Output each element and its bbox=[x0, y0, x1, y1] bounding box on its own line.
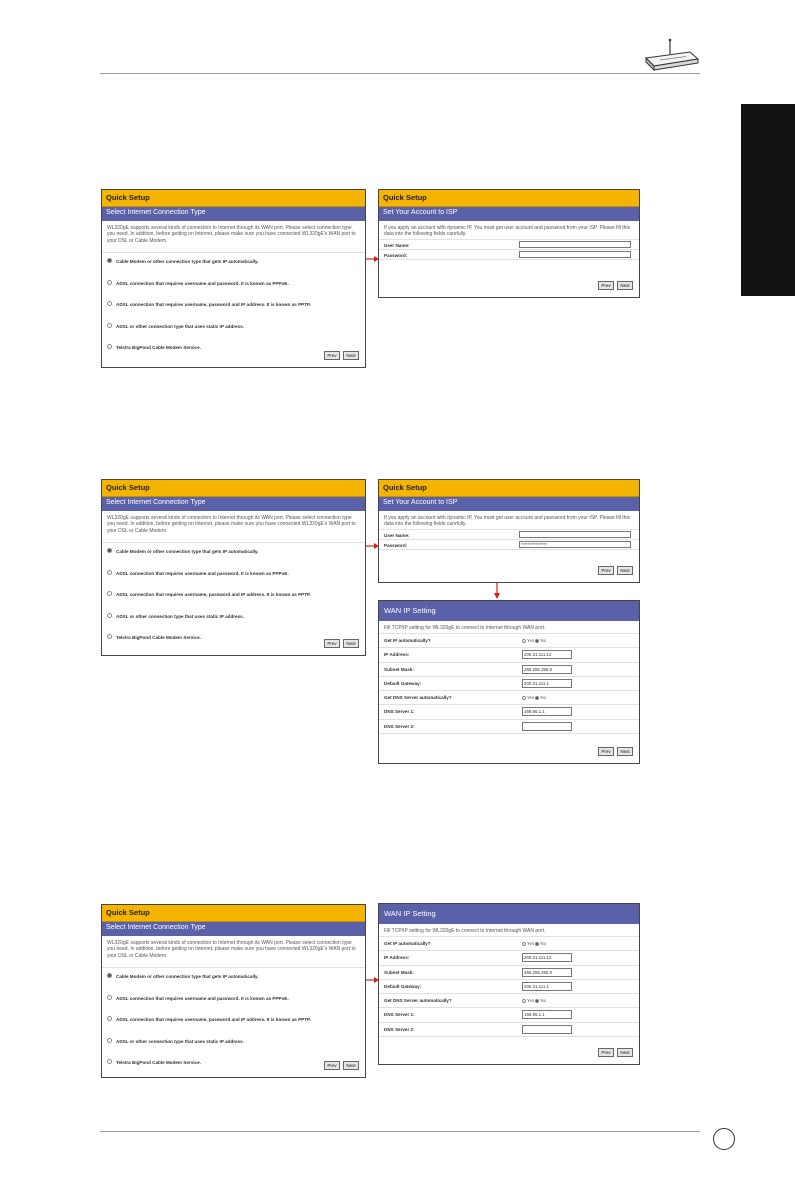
option-static-ip[interactable]: ADSL or other connection type that uses static IP address. bbox=[102, 1033, 365, 1055]
radio-icon[interactable] bbox=[107, 634, 112, 639]
option-pppoe[interactable]: ADSL connection that requires username and password. It is known as PPPoE. bbox=[102, 990, 365, 1012]
mask-field[interactable]: 255.255.255.0 bbox=[522, 665, 572, 674]
next-button[interactable]: Next bbox=[343, 1061, 359, 1070]
gateway-field[interactable]: 200.31.111.1 bbox=[522, 679, 572, 688]
option-cable-modem[interactable]: Cable Modem or other connection type that gets IP automatically. bbox=[102, 543, 365, 565]
option-bigpond[interactable]: Telstra BigPond Cable Modem Service. bbox=[102, 339, 365, 361]
ip-field[interactable]: 200.31.111.12 bbox=[522, 953, 572, 962]
next-button[interactable]: Next bbox=[343, 639, 359, 648]
isp-account-panel-1 bbox=[378, 189, 640, 298]
prev-button[interactable]: Prev bbox=[324, 639, 340, 648]
panel-subtitle: Set Your Account to ISP bbox=[379, 207, 639, 221]
footer-rule bbox=[100, 1131, 700, 1132]
radio-no-icon[interactable] bbox=[535, 999, 539, 1003]
username-field[interactable] bbox=[519, 241, 631, 248]
next-button[interactable]: Next bbox=[343, 351, 359, 360]
password-field[interactable]: **************** bbox=[519, 541, 631, 548]
wan-ip-panel-1 bbox=[378, 600, 640, 764]
option-cable-modem[interactable]: Cable Modem or other connection type that gets IP automatically. bbox=[102, 253, 365, 275]
prev-button[interactable]: Prev bbox=[324, 1061, 340, 1070]
password-row: Password: **************** bbox=[379, 540, 639, 550]
nav-buttons bbox=[595, 1041, 633, 1059]
router-icon bbox=[640, 38, 700, 72]
quick-setup-bar: Quick Setup bbox=[379, 190, 639, 207]
dns1-field[interactable]: 168.95.1.1 bbox=[522, 1010, 572, 1019]
panel-description: WL320gE supports several kinds of connection to Internet through its WAN port. Please select connection type you need. In addition, before getting on Internet, please make sure you have connected WL320gE's WAN port to your DSL or Cable Modem. bbox=[102, 221, 365, 253]
radio-no-icon[interactable] bbox=[535, 942, 539, 946]
radio-yes-icon[interactable] bbox=[522, 696, 526, 700]
option-bigpond[interactable]: Telstra BigPond Cable Modem Service. bbox=[102, 1054, 365, 1076]
get-ip-row: Get IP automatically? Yes No bbox=[379, 634, 639, 648]
gateway-row: Default Gateway: 200.31.111.1 bbox=[379, 677, 639, 691]
radio-icon[interactable] bbox=[107, 548, 112, 553]
yes-no-radio[interactable]: Yes No bbox=[522, 695, 546, 700]
panel-subtitle: Set Your Account to ISP bbox=[379, 497, 639, 511]
next-button[interactable]: Next bbox=[617, 1048, 633, 1057]
next-button[interactable]: Next bbox=[617, 281, 633, 290]
option-pppoe[interactable]: ADSL connection that requires username and password. It is known as PPPoE. bbox=[102, 565, 365, 587]
nav-buttons bbox=[321, 344, 359, 362]
radio-no-icon[interactable] bbox=[535, 639, 539, 643]
radio-icon[interactable] bbox=[107, 973, 112, 978]
panel-subtitle: Select Internet Connection Type bbox=[102, 922, 365, 936]
ip-row: IP Address: 200.31.111.12 bbox=[379, 951, 639, 965]
username-row: User Name: bbox=[379, 240, 639, 250]
dns-auto-row: Get DNS Server automatically? Yes No bbox=[379, 691, 639, 705]
dns2-row: DNS Server 2: bbox=[379, 1023, 639, 1037]
panel-description: Fill TCP/IP setting for WL320gE to connect to Internet through WAN port. bbox=[379, 924, 639, 937]
panel-description: Fill TCP/IP setting for WL320gE to connect to Internet through WAN port. bbox=[379, 621, 639, 634]
quick-setup-bar: Quick Setup bbox=[102, 190, 365, 207]
prev-button[interactable]: Prev bbox=[598, 747, 614, 756]
nav-buttons bbox=[595, 559, 633, 577]
radio-icon[interactable] bbox=[107, 344, 112, 349]
username-row: User Name: bbox=[379, 530, 639, 540]
nav-buttons bbox=[595, 740, 633, 758]
radio-yes-icon[interactable] bbox=[522, 999, 526, 1003]
option-pptp[interactable]: ADSL connection that requires username, password and IP address. It is known as PPTP. bbox=[102, 296, 365, 318]
option-cable-modem[interactable]: Cable Modem or other connection type that gets IP automatically. bbox=[102, 968, 365, 990]
username-field[interactable] bbox=[519, 531, 631, 538]
next-button[interactable]: Next bbox=[617, 566, 633, 575]
radio-icon[interactable] bbox=[107, 301, 112, 306]
panel-description: If you apply an account with dynamic IP, You must get user account and password from your ISP. Please fill this data into the following fields carefully. bbox=[379, 221, 639, 240]
radio-icon[interactable] bbox=[107, 1059, 112, 1064]
option-pptp[interactable]: ADSL connection that requires username, password and IP address. It is known as PPTP. bbox=[102, 1011, 365, 1033]
yes-no-radio[interactable]: Yes No bbox=[522, 998, 546, 1003]
dns-auto-row: Get DNS Server automatically? Yes No bbox=[379, 994, 639, 1008]
next-button[interactable]: Next bbox=[617, 747, 633, 756]
nav-buttons bbox=[321, 632, 359, 650]
quick-setup-bar: Quick Setup bbox=[102, 905, 365, 922]
mask-field[interactable]: 255.255.255.0 bbox=[522, 968, 572, 977]
radio-yes-icon[interactable] bbox=[522, 639, 526, 643]
nav-buttons bbox=[595, 274, 633, 292]
mask-row: Subnet Mask: 255.255.255.0 bbox=[379, 966, 639, 980]
prev-button[interactable]: Prev bbox=[598, 281, 614, 290]
panel-title: WAN IP Setting bbox=[379, 601, 639, 621]
radio-icon[interactable] bbox=[107, 995, 112, 1000]
page-number-badge bbox=[713, 1128, 735, 1150]
dns2-row: DNS Server 2: bbox=[379, 720, 639, 734]
password-row: Password: bbox=[379, 250, 639, 260]
password-field[interactable] bbox=[519, 251, 631, 258]
get-ip-row: Get IP automatically? Yes No bbox=[379, 937, 639, 951]
option-pptp[interactable]: ADSL connection that requires username, password and IP address. It is known as PPTP. bbox=[102, 586, 365, 608]
radio-icon[interactable] bbox=[107, 1038, 112, 1043]
isp-account-panel-2 bbox=[378, 479, 640, 583]
radio-icon[interactable] bbox=[107, 258, 112, 263]
panel-description: WL320gE supports several kinds of connection to Internet through its WAN port. Please select connection type you need. In addition, before getting on Internet, please make sure you have connected WL320gE's WAN port to your DSL or Cable Modem. bbox=[102, 511, 365, 543]
quick-setup-bar: Quick Setup bbox=[379, 480, 639, 497]
dns1-row: DNS Server 1: 168.95.1.1 bbox=[379, 1008, 639, 1022]
quick-setup-panel-3 bbox=[101, 904, 366, 1078]
radio-icon[interactable] bbox=[107, 570, 112, 575]
panel-subtitle: Select Internet Connection Type bbox=[102, 207, 365, 221]
option-static-ip[interactable]: ADSL or other connection type that uses static IP address. bbox=[102, 318, 365, 340]
radio-icon[interactable] bbox=[107, 280, 112, 285]
radio-icon[interactable] bbox=[107, 323, 112, 328]
dns2-field[interactable] bbox=[522, 1025, 572, 1034]
header-rule bbox=[100, 73, 700, 74]
panel-title: WAN IP Setting bbox=[379, 904, 639, 924]
gateway-row: Default Gateway: 200.31.111.1 bbox=[379, 980, 639, 994]
gateway-field[interactable]: 200.31.111.1 bbox=[522, 982, 572, 991]
dns2-field[interactable] bbox=[522, 722, 572, 731]
radio-yes-icon[interactable] bbox=[522, 942, 526, 946]
yes-no-radio[interactable]: Yes No bbox=[522, 638, 546, 643]
radio-icon[interactable] bbox=[107, 591, 112, 596]
panel-description: WL320gE supports several kinds of connection to Internet through its WAN port. Please select connection type you need. In addition, before getting on Internet, please make sure you have connected WL320gE's WAN port to your DSL or Cable Modem. bbox=[102, 936, 365, 968]
prev-button[interactable]: Prev bbox=[598, 566, 614, 575]
mask-row: Subnet Mask: 255.255.255.0 bbox=[379, 663, 639, 677]
quick-setup-panel-2 bbox=[101, 479, 366, 656]
radio-no-icon[interactable] bbox=[535, 696, 539, 700]
prev-button[interactable]: Prev bbox=[324, 351, 340, 360]
dns1-field[interactable]: 168.95.1.1 bbox=[522, 707, 572, 716]
dns1-row: DNS Server 1: 168.95.1.1 bbox=[379, 705, 639, 719]
nav-buttons bbox=[321, 1054, 359, 1072]
option-static-ip[interactable]: ADSL or other connection type that uses static IP address. bbox=[102, 608, 365, 630]
panel-subtitle: Select Internet Connection Type bbox=[102, 497, 365, 511]
ip-field[interactable]: 200.31.111.12 bbox=[522, 650, 572, 659]
arrow-down-icon bbox=[492, 583, 502, 600]
quick-setup-panel-1 bbox=[101, 189, 366, 368]
yes-no-radio[interactable]: Yes No bbox=[522, 941, 546, 946]
ip-row: IP Address: 200.31.111.12 bbox=[379, 648, 639, 662]
option-pppoe[interactable]: ADSL connection that requires username and password. It is known as PPPoE. bbox=[102, 275, 365, 297]
quick-setup-bar: Quick Setup bbox=[102, 480, 365, 497]
prev-button[interactable]: Prev bbox=[598, 1048, 614, 1057]
panel-description: If you apply an account with dynamic IP, You must get user account and password from your ISP. Please fill this data into the following fields carefully. bbox=[379, 511, 639, 530]
language-side-tab bbox=[741, 104, 795, 296]
radio-icon[interactable] bbox=[107, 613, 112, 618]
option-bigpond[interactable]: Telstra BigPond Cable Modem Service. bbox=[102, 629, 365, 651]
radio-icon[interactable] bbox=[107, 1016, 112, 1021]
wan-ip-panel-2 bbox=[378, 903, 640, 1065]
